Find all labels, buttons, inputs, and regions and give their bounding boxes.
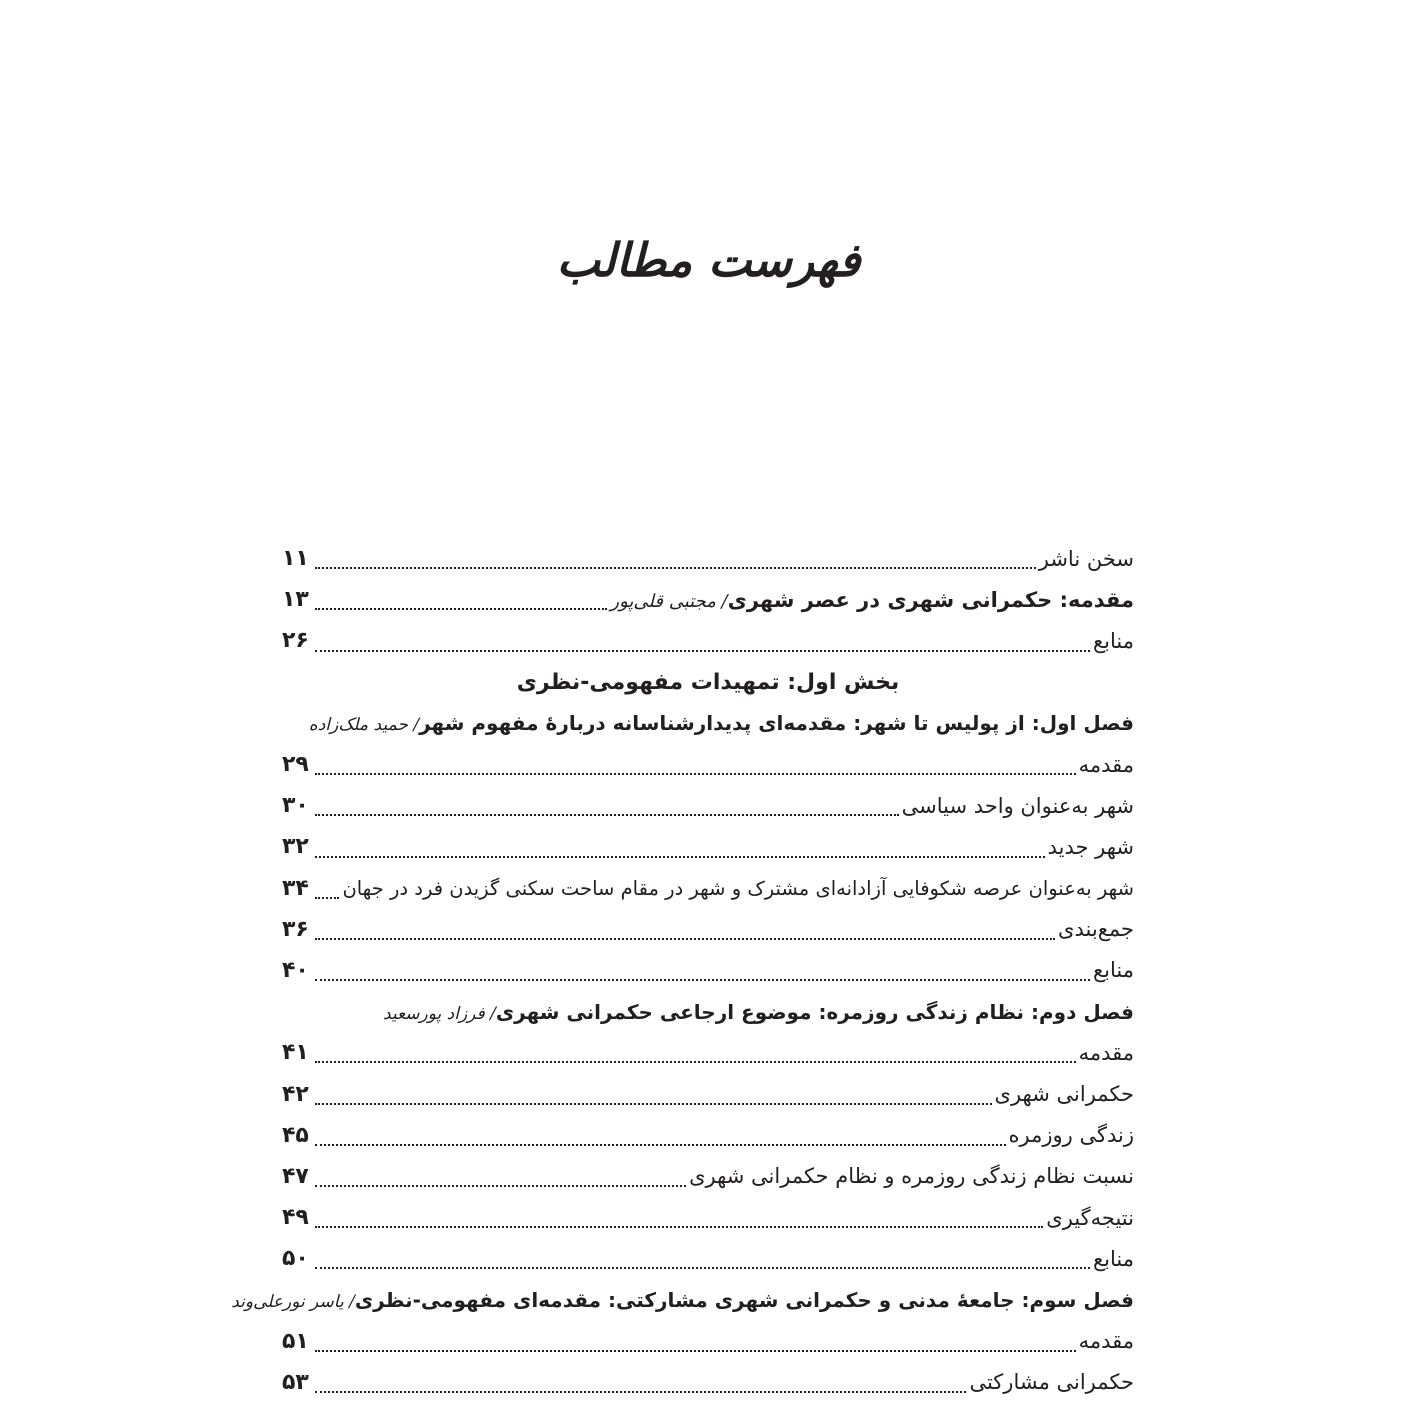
page-number: ۵۳ [282,1369,309,1395]
page-number: ۴۱ [282,1040,309,1066]
page-number: ۴۹ [282,1205,309,1231]
toc-entry-title: زندگی روزمره [1008,1123,1134,1148]
dot-leader [315,1350,1076,1352]
toc-entry[interactable] [282,1032,1134,1073]
dot-leader [315,897,339,899]
toc-entry[interactable] [282,909,1134,950]
dot-leader [315,938,1055,940]
chapter-title: فصل دوم: نظام زندگی روزمره: موضوع ارجاعی حکمرانی شهری [495,999,1134,1024]
toc-entry-intro-references[interactable] [282,620,1134,661]
toc-entry-title: نتیجه‌گیری [1046,1205,1134,1230]
toc-entry[interactable] [282,1238,1134,1279]
toc-entry[interactable] [282,1156,1134,1197]
dot-leader [315,1103,992,1105]
chapter-heading-1 [282,703,1134,744]
page-title: فهرست مطالب [556,233,861,287]
toc-entry-title: مقدمه: حکمرانی شهری در عصر شهری [727,587,1134,612]
dot-leader [315,1061,1076,1063]
toc-entry-title: جمع‌بندی [1058,917,1134,942]
chapter-heading-2 [282,991,1134,1032]
toc-entry[interactable] [282,950,1134,991]
toc-entry-title: مقدمه [1078,1329,1134,1354]
toc-entry-title: منابع [1092,1246,1134,1271]
toc-entry-title: سخن ناشر [1038,546,1134,571]
dot-leader [315,1267,1090,1269]
dot-leader [315,856,1045,858]
toc-entry-title: شهر جدید [1047,834,1134,859]
toc-entry[interactable] [282,785,1134,826]
toc-entry-intro[interactable] [282,579,1134,620]
author-name: / فرزاد پورسعید [383,1003,496,1024]
dot-leader [315,650,1090,652]
toc-entry-publisher-note[interactable] [282,538,1134,579]
author-name: / یاسر نورعلی‌وند [231,1291,355,1312]
page-number: ۱۱ [282,546,309,572]
toc-entry[interactable] [282,1362,1134,1403]
chapter-title: فصل اول: از پولیس تا شهر: مقدمه‌ای پدیدارشناسانه دربارۀ مفهوم شهر [419,711,1134,736]
page-number: ۳۴ [282,875,309,901]
toc-entry[interactable] [282,1197,1134,1238]
author-name: / حمید ملک‌زاده [308,715,420,736]
toc-entry[interactable] [282,1073,1134,1114]
page-number: ۴۵ [282,1122,309,1148]
toc-entry-title: نسبت نظام زندگی روزمره و نظام حکمرانی شهری [689,1164,1134,1189]
author-name: / مجتبی قلی‌پور [610,590,728,612]
page-number: ۴۰ [282,957,309,983]
toc-entry-title: حکمرانی مشارکتی [969,1370,1134,1395]
toc-entry[interactable] [282,744,1134,785]
table-of-contents [231,538,1134,1403]
dot-leader [315,1391,966,1393]
toc-entry[interactable] [282,1115,1134,1156]
dot-leader [315,1226,1043,1228]
chapter-heading-3 [231,1279,1134,1320]
page-number: ۳۲ [282,834,309,860]
toc-entry[interactable] [282,868,1134,909]
page-number: ۲۹ [282,752,309,778]
toc-entry-title: شهر به‌عنوان واحد سیاسی [901,793,1134,818]
toc-entry-title: مقدمه [1078,752,1134,777]
toc-entry[interactable] [282,1321,1134,1362]
dot-leader [315,814,899,816]
dot-leader [315,979,1090,981]
dot-leader [315,773,1076,775]
page-number: ۱۳ [282,587,309,613]
dot-leader [315,608,607,610]
page-number: ۵۱ [282,1328,309,1354]
page-number: ۳۶ [282,916,309,942]
page-number: ۵۰ [282,1246,309,1272]
toc-entry[interactable] [282,826,1134,867]
dot-leader [315,1144,1006,1146]
part-heading: بخش اول: تمهیدات مفهومی-نظری [516,669,900,695]
page-number: ۳۰ [282,793,309,819]
page-number: ۴۷ [282,1163,309,1189]
toc-entry-title: مقدمه [1078,1040,1134,1065]
dot-leader [315,567,1036,569]
toc-entry-title: حکمرانی شهری [994,1082,1134,1107]
chapter-title: فصل سوم: جامعۀ مدنی و حکمرانی شهری مشارکتی: مقدمه‌ای مفهومی-نظری [354,1287,1134,1312]
toc-entry-title: شهر به‌عنوان عرصه شکوفایی آزادانه‌ای مشترک و شهر در مقام ساحت سکنی گزیدن فرد در جهان [342,876,1134,900]
page-number: ۴۲ [282,1081,309,1107]
toc-entry-title: منابع [1092,958,1134,983]
page-number: ۲۶ [282,628,309,654]
toc-entry-title: منابع [1092,628,1134,653]
dot-leader [315,1185,686,1187]
